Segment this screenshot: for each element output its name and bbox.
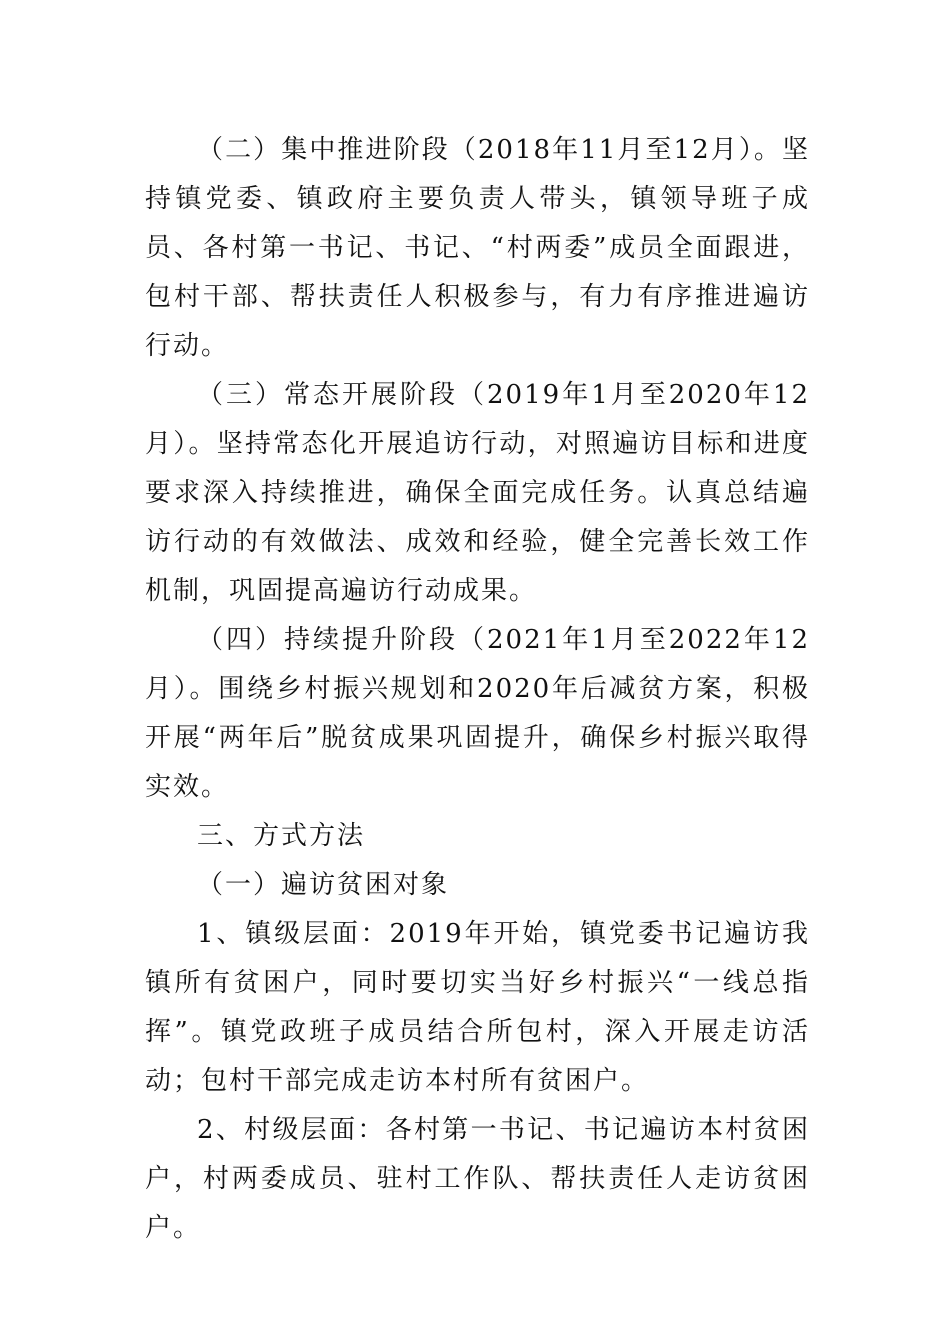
- paragraph-stage-three: （三）常态开展阶段（2019年1月至2020年12月）。坚持常态化开展追访行动，对照遍访目标和进度要求深入持续推进，确保全面完成任务。认真总结遍访行动的有效做法、成效和经验，健全完善长效工作机制，巩固提高遍访行动成果。: [145, 380, 810, 606]
- paragraph-stage-four: （四）持续提升阶段（2021年1月至2022年12月）。围绕乡村振兴规划和2020年后减贫方案，积极开展“两年后”脱贫成果巩固提升，确保乡村振兴取得实效。: [145, 625, 810, 802]
- document-body: [145, 126, 810, 1253]
- paragraph-town-level: 1、镇级层面：2019年开始，镇党委书记遍访我镇所有贫困户，同时要切实当好乡村振兴“一线总指挥”。镇党政班子成员结合所包村，深入开展走访活动；包村干部完成走访本村所有贫困户。: [145, 919, 810, 1096]
- paragraph-stage-two: （二）集中推进阶段（2018年11月至12月）。坚持镇党委、镇政府主要负责人带头，镇领导班子成员、各村第一书记、书记、“村两委”成员全面跟进，包村干部、帮扶责任人积极参与，有力有序推进遍访行动。: [145, 135, 810, 361]
- subsection-heading-visit-targets: （一）遍访贫困对象: [197, 870, 450, 900]
- paragraph-village-level: 2、村级层面：各村第一书记、书记遍访本村贫困户，村两委成员、驻村工作队、帮扶责任人走访贫困户。: [145, 1115, 810, 1243]
- section-heading-methods: 三、方式方法: [197, 821, 366, 851]
